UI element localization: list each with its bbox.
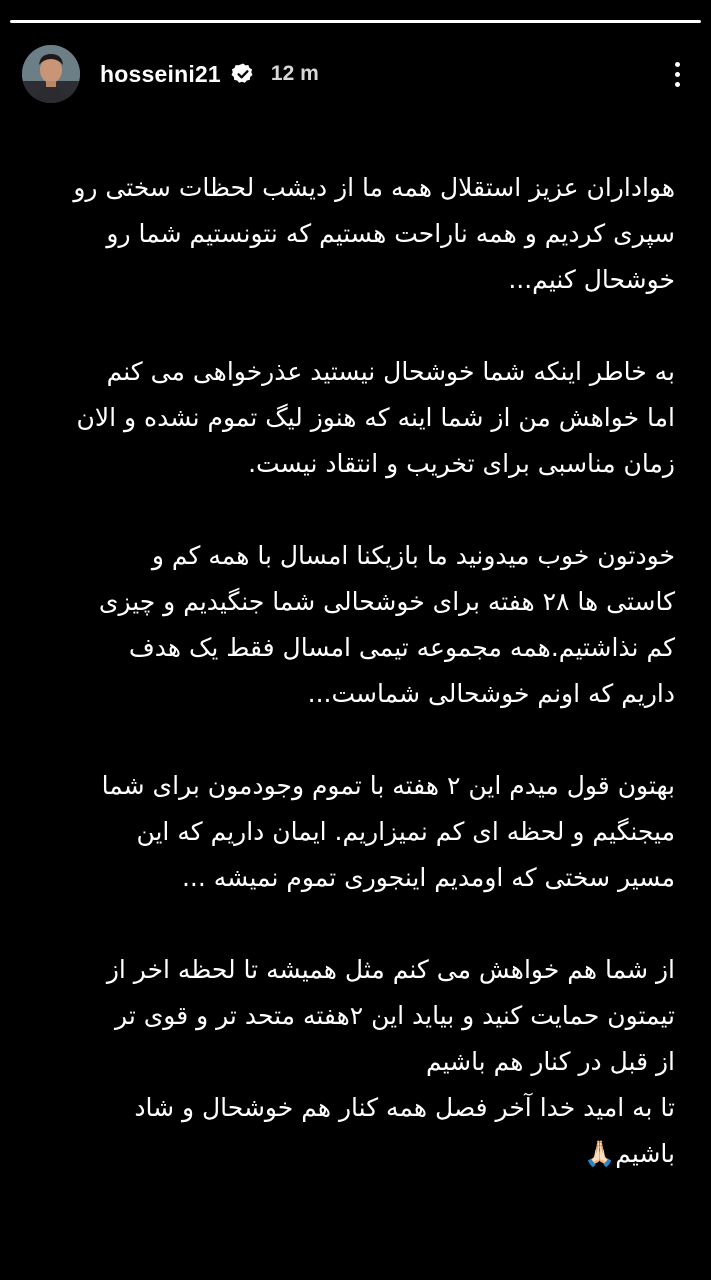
story-text — [40, 165, 675, 1177]
text-line: از قبل در کنار هم باشیم — [425, 1047, 675, 1076]
text-line: به خاطر اینکه شما خوشحال نیستید عذرخواهی می کنم — [106, 357, 675, 386]
story-progress-fill — [10, 20, 701, 23]
story-progress-bar — [10, 20, 701, 23]
text-line: اما خواهش من از شما اینه که هنوز لیگ تموم نشده و الان — [76, 403, 675, 432]
text-line: هواداران عزیز استقلال همه ما از دیشب لحظات سختی رو — [73, 173, 675, 202]
username[interactable]: hosseini21 — [100, 60, 221, 87]
text-line: از شما هم خواهش می کنم مثل همیشه تا لحظه اخر از — [106, 955, 675, 984]
text-line: خودتون خوب میدونید ما بازیکنا امسال با همه کم و — [151, 541, 675, 570]
text-line: داریم که اونم خوشحالی شماست... — [307, 679, 675, 708]
more-vertical-icon — [675, 72, 680, 77]
text-line: باشیم🙏🏻 — [584, 1139, 675, 1168]
text-line: میجنگیم و لحظه ای کم نمیزاریم. ایمان داریم که این — [136, 817, 675, 846]
paragraph — [40, 947, 675, 1177]
text-line: تیمتون حمایت کنید و بیاید این ۲هفته متحد تر و قوی تر — [115, 1001, 675, 1030]
story-header — [22, 44, 689, 104]
post-timestamp: 12 m — [270, 62, 319, 85]
paragraph — [40, 165, 675, 303]
text-line: زمان مناسبی برای تخریب و انتقاد نیست. — [248, 449, 675, 478]
text-line: سپری کردیم و همه ناراحت هستیم که نتونستیم شما رو — [106, 219, 675, 248]
text-line: بهتون قول میدم این ۲ هفته با تموم وجودمون برای شما — [101, 771, 675, 800]
more-vertical-icon — [675, 62, 680, 67]
more-options-button[interactable] — [665, 54, 689, 94]
text-line: تا به امید خدا آخر فصل همه کنار هم خوشحال و شاد — [134, 1093, 675, 1122]
paragraph — [40, 533, 675, 717]
verified-badge-icon — [231, 62, 255, 86]
text-line: مسیر سختی که اومدیم اینجوری تموم نمیشه ... — [181, 863, 675, 892]
text-line: کاستی ها ۲۸ هفته برای خوشحالی شما جنگیدیم و چیزی — [98, 587, 675, 616]
paragraph — [40, 763, 675, 901]
paragraph — [40, 349, 675, 487]
more-vertical-icon — [675, 82, 680, 87]
avatar-image — [22, 45, 80, 103]
text-line: کم نذاشتیم.همه مجموعه تیمی امسال فقط یک هدف — [128, 633, 675, 662]
avatar[interactable] — [22, 45, 80, 103]
text-line: خوشحال کنیم... — [508, 265, 675, 294]
